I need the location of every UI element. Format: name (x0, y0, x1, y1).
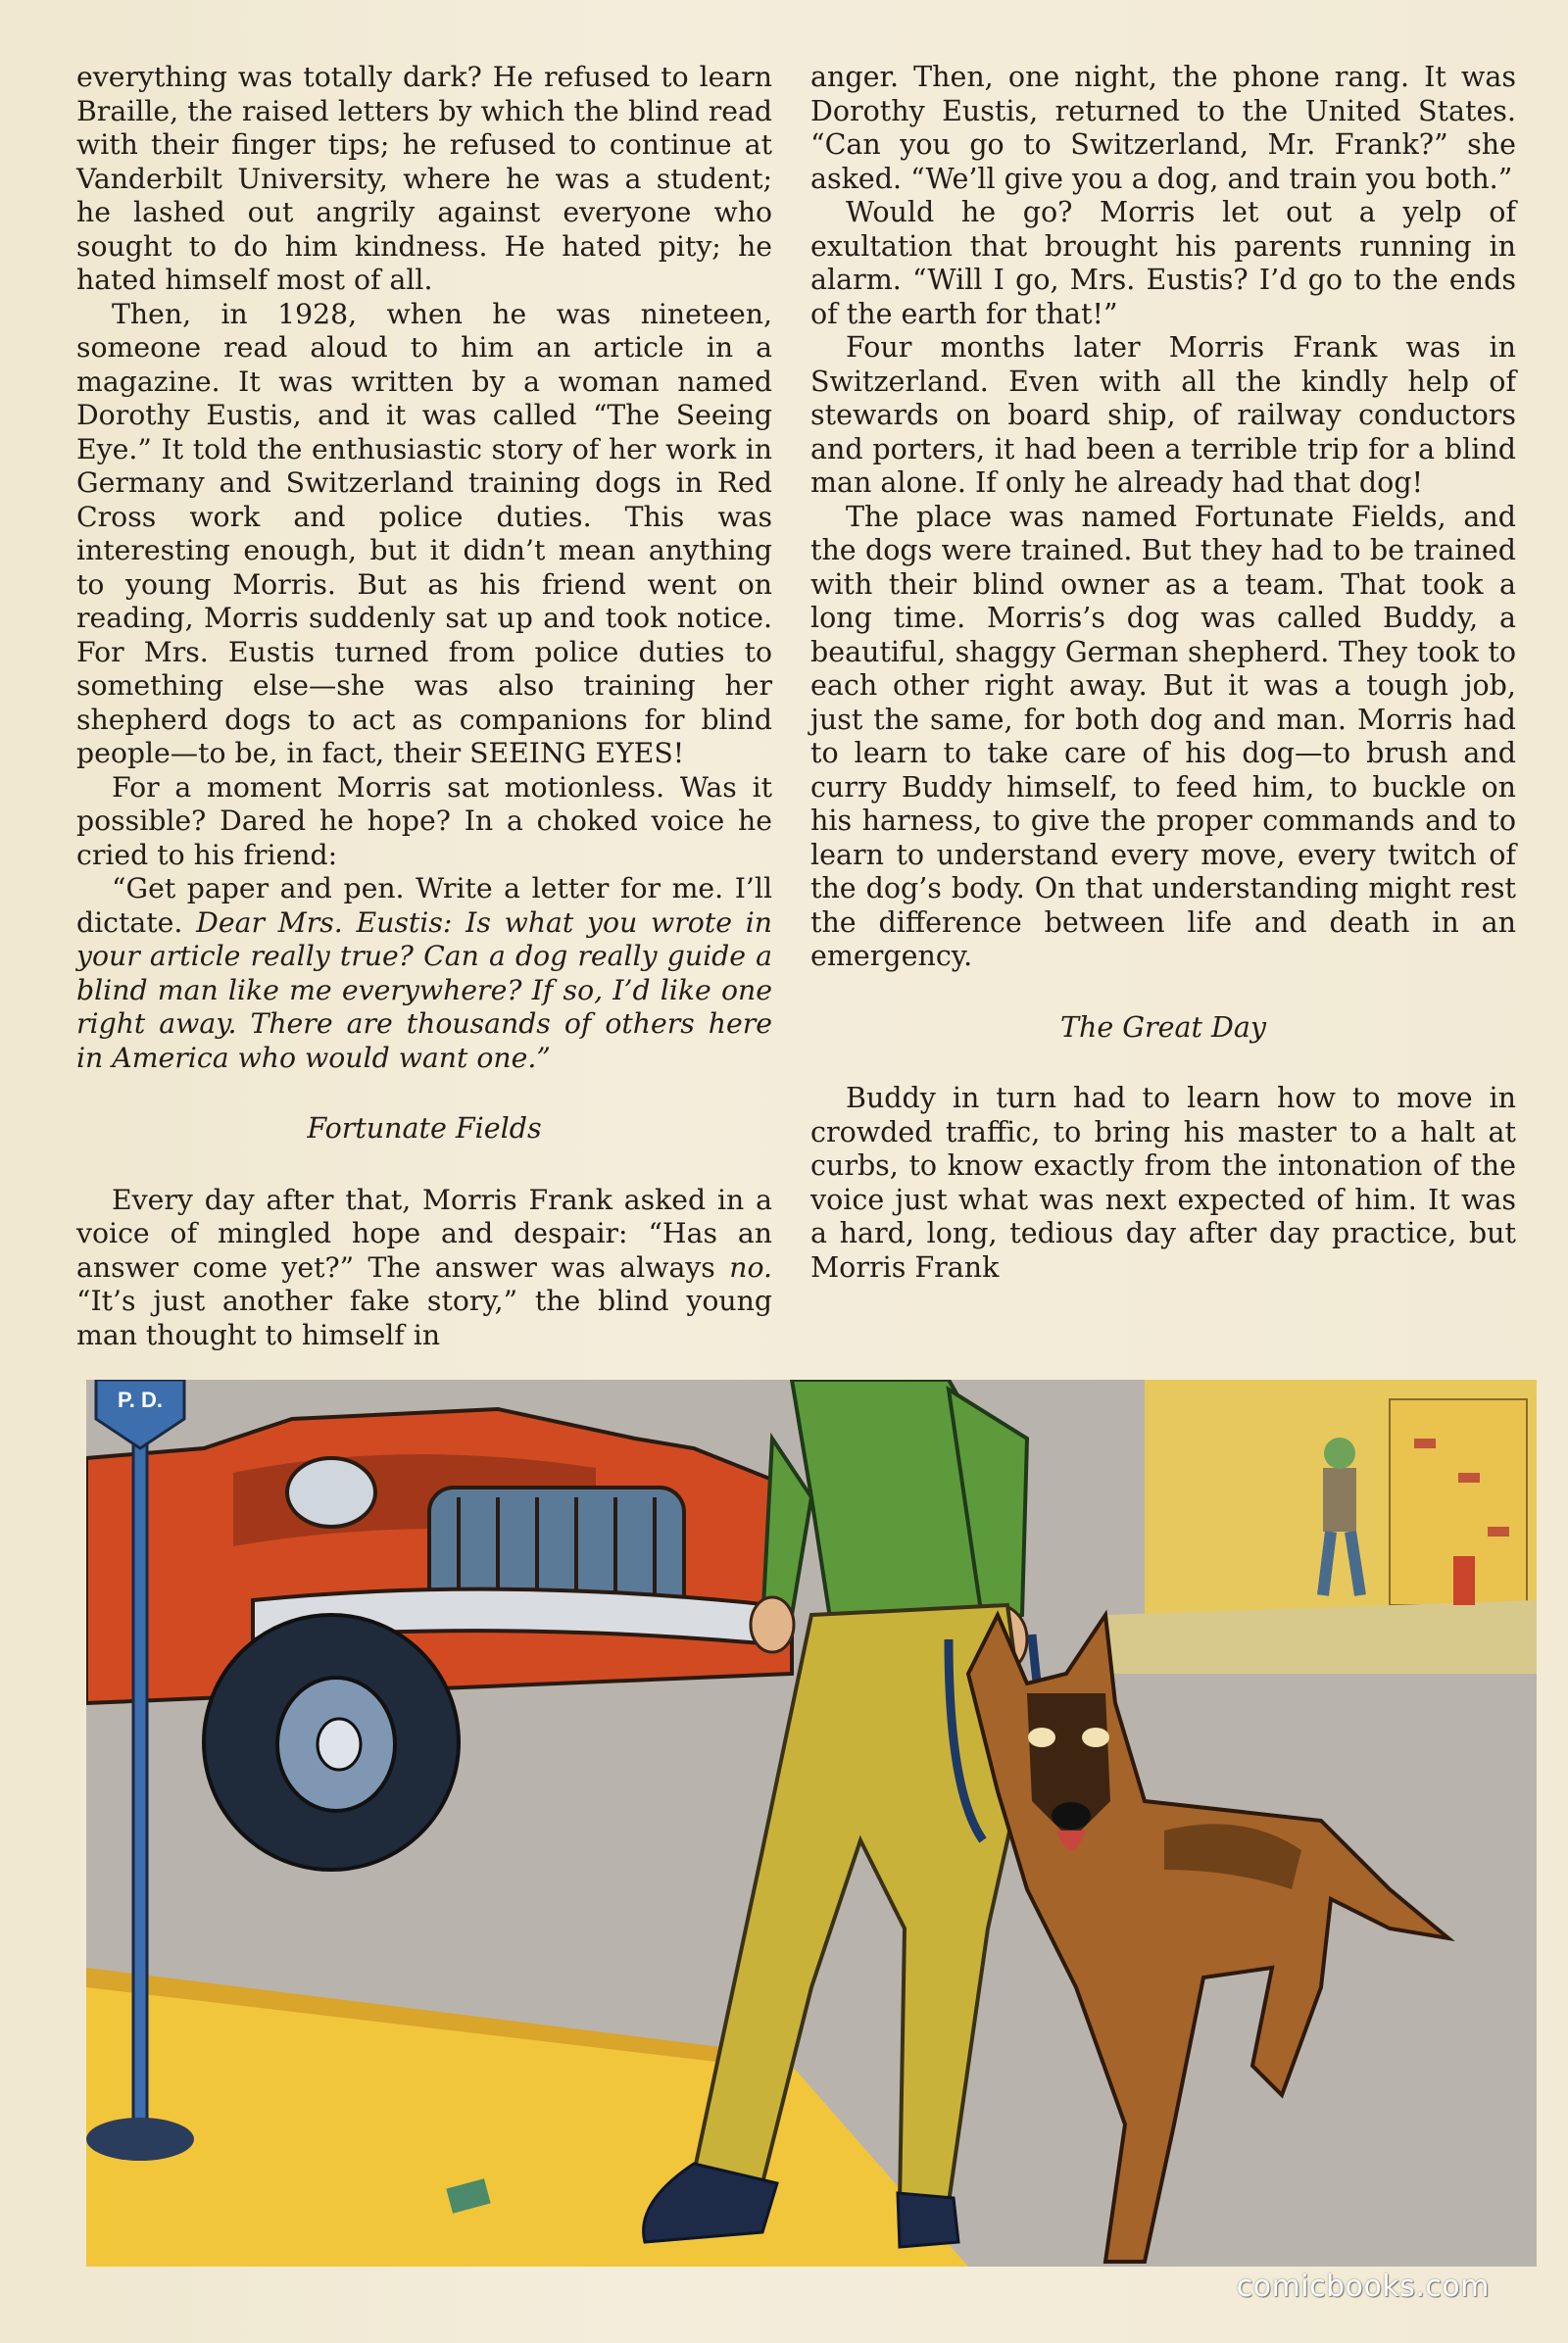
fire-hydrant (1453, 1556, 1475, 1605)
subhead-great-day: The Great Day (1060, 1010, 1266, 1044)
pedestrian-leg (1323, 1532, 1331, 1595)
paragraph: anger. Then, one night, the phone rang. It was Dorothy Eustis, returned to the United States. “Can you go to Switzerland, Mr. Frank?” she asked. “We’ll give you a dog, and train you both.” (810, 61, 1516, 195)
paragraph (76, 1184, 772, 1353)
pedestrian-body (1323, 1468, 1356, 1532)
paragraph-text: Every day after that, Morris Frank asked in a voice of mingled hope and despair: “Has an answer come yet?” The answer was always (76, 1183, 772, 1284)
emphasis-text: no. (729, 1250, 772, 1284)
right-text-column (810, 61, 1516, 1285)
left-text-column (76, 61, 772, 1352)
sign-base (86, 2118, 194, 2161)
site-watermark: comicbooks.com (1236, 2270, 1490, 2304)
paragraph: everything was totally dark? He refused to learn Braille, the raised letters by which the blind read with their finger tips; he refused to continue at Vanderbilt University, where he was a student; he lashed out angrily against everyone who sought to do him kindness. He hated pity; he hated himself most of all. (76, 61, 772, 296)
brick (1458, 1473, 1480, 1483)
letter-paragraph (76, 872, 772, 1075)
paragraph: Buddy in turn had to learn how to move in crowded traffic, to bring his master to a halt at curbs, to know exactly from the intonation of the voice just what was next expected of him. It was a hard, long, tedious day after day practice, but Morris Frank (810, 1082, 1516, 1284)
paragraph: Then, in 1928, when he was nineteen, someone read aloud to him an article in a magazine. It was written by a woman named Dorothy Eustis, and it was called “The Seeing Eye.” It told the enthusiastic story of her work in Germany and Switzerland training dogs in Red Cross work and police duties. This was interesting enough, but it didn’t mean anything to young Morris. But as his friend went on reading, Morris suddenly sat up and took notice. For Mrs. Eustis turned from police duties to something else—she was also training her shepherd dogs to act as companions for blind people—to be, in fact, their SEEING EYES! (76, 297, 772, 769)
letter-text: Dear Mrs. Eustis: Is what you wrote in your article really true? Can a dog really guide a blind man like me everywhere? If so, I’d like one right away. There are thousands of others here in America who would want one.” (76, 905, 772, 1074)
sign-label: P. D. (117, 1388, 164, 1412)
paragraph-text: “It’s just another fake story,” the blind young man thought to himself in (76, 1285, 772, 1351)
paragraph: Four months later Morris Frank was in Switzerland. Even with all the kindly help of stewards on board ship, of railway conductors and porters, it had been a terrible trip for a blind man alone. If only he already had that dog! (810, 331, 1516, 499)
sign-pole (133, 1429, 147, 2134)
brick (1488, 1527, 1509, 1537)
paragraph: For a moment Morris sat motionless. Was it possible? Dared he hope? In a choked voice he cried to his friend: (76, 770, 772, 871)
paragraph: The place was named Fortunate Fields, and the dogs were trained. But they had to be trained with their blind owner as a team. That took a long time. Morris’s dog was called Buddy, a beautiful, shaggy German shepherd. They took to each other right away. But it was a tough job, just the same, for both dog and man. Morris had to learn to take care of his dog—to brush and curry Buddy himself, to feed him, to buckle on his harness, to give the proper commands and to learn to understand every move, every twitch of the dog’s body. On that understanding might rest the difference between life and death in an emergency. (810, 500, 1516, 972)
brick (1414, 1439, 1436, 1448)
paragraph: Would he go? Morris let out a yelp of exultation that brought his parents running in alarm. “Will I go, Mrs. Eustis? I’d go to the ends of the earth for that!” (810, 196, 1516, 330)
pedestrian-head (1324, 1438, 1355, 1469)
illustration-drawing (86, 1380, 1537, 2267)
comic-illustration-panel (86, 1380, 1537, 2267)
subhead-fortunate-fields: Fortunate Fields (307, 1112, 542, 1145)
letter-intro: “Get paper and pen. Write a letter for me. I’ll dictate. (76, 872, 772, 939)
